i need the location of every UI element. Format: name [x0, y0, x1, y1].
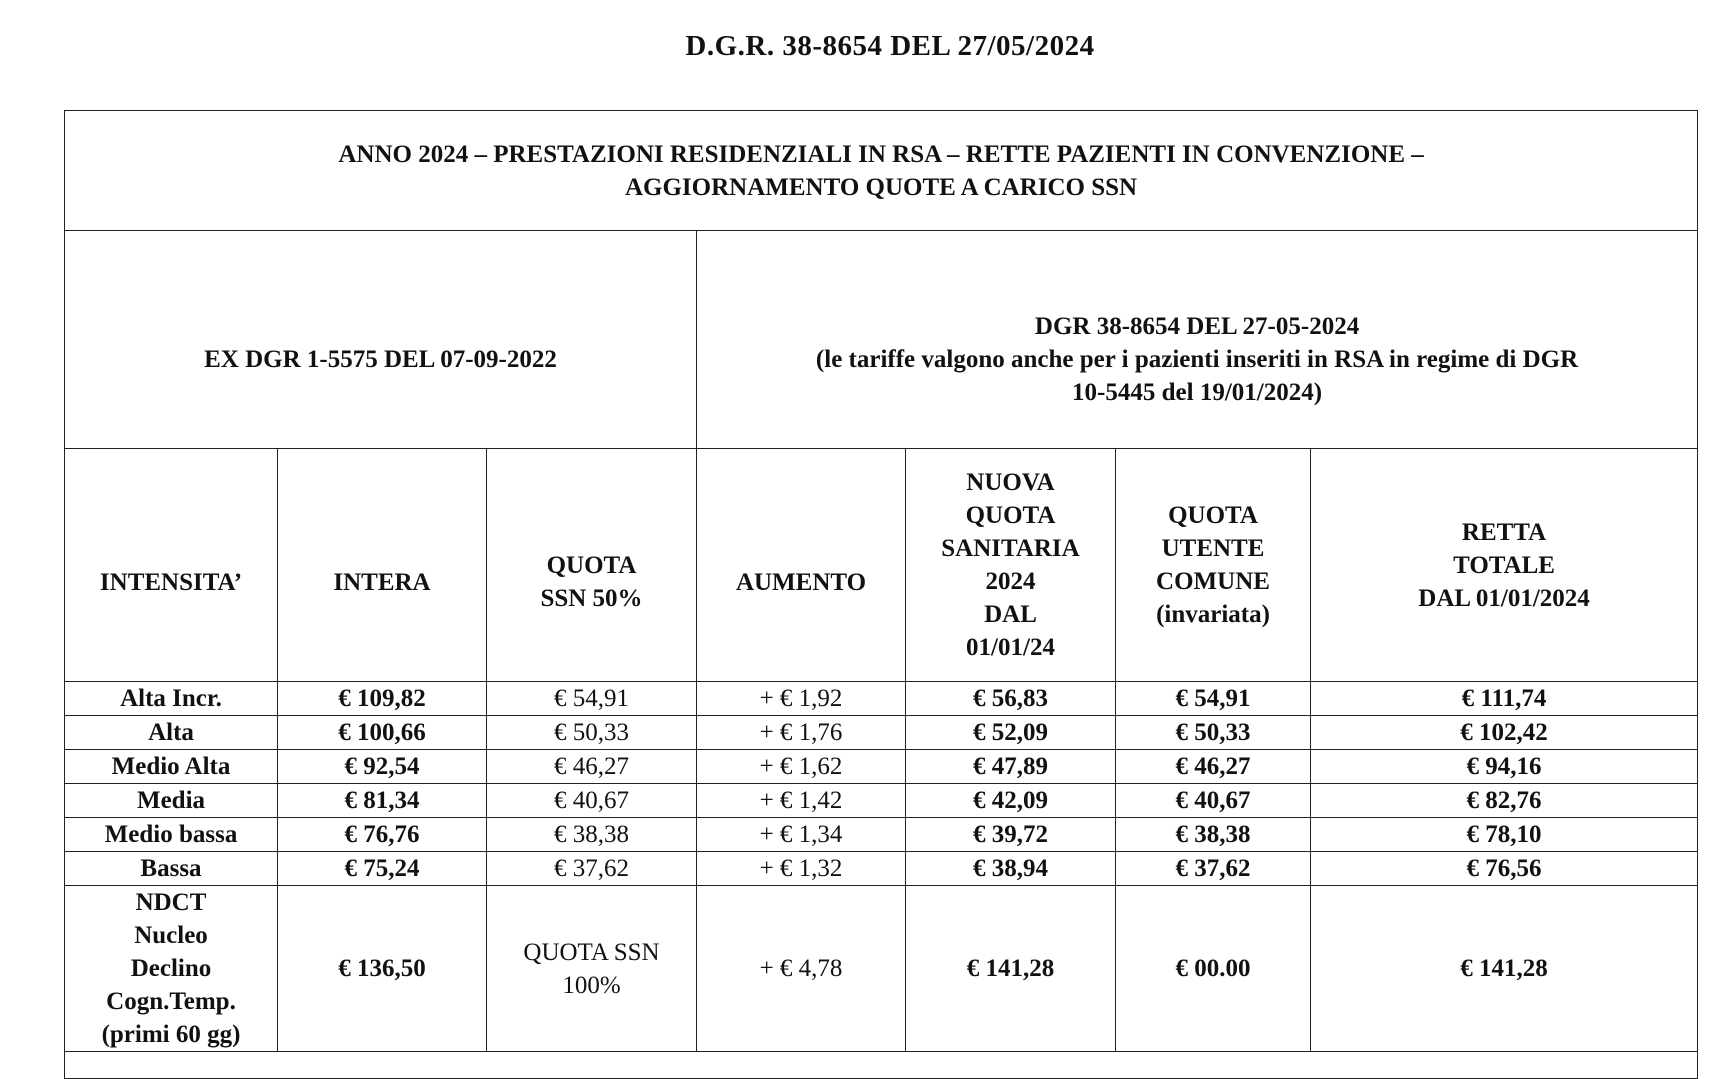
cell-intensita: Media: [65, 784, 278, 818]
cell-aumento: + € 1,34: [697, 818, 906, 852]
section-right-line-3: 10-5445 del 19/01/2024): [1072, 378, 1323, 406]
cell-quota-ssn: € 46,27: [487, 750, 697, 784]
cell-nuova: € 141,28: [906, 886, 1116, 1052]
document-title: D.G.R. 38-8654 DEL 27/05/2024: [685, 30, 1095, 62]
table-caption: [65, 111, 1698, 231]
header-quota-ssn-line-2: SSN 50%: [540, 585, 643, 612]
header-retta-line-3: DAL 01/01/2024: [1418, 584, 1590, 612]
header-nuova-line-2: QUOTA: [965, 502, 1056, 529]
cell-quota-ssn: € 50,33: [487, 716, 697, 750]
cell-intera: € 76,76: [278, 818, 487, 852]
header-intera: INTERA: [278, 449, 487, 682]
table-row: [65, 852, 1698, 886]
column-header-row: [65, 449, 1698, 682]
header-nuova-line-1: NUOVA: [966, 469, 1055, 496]
cell-utente: € 46,27: [1116, 750, 1311, 784]
header-utente-line-2: UTENTE: [1161, 535, 1265, 562]
cell-intensita-ndct: [65, 886, 278, 1052]
table-row-ndct: [65, 886, 1698, 1052]
header-intensita: INTENSITA’: [65, 449, 278, 682]
cell-quota-ssn: € 37,62: [487, 852, 697, 886]
quota-ssn-ndct-line-2: 100%: [562, 971, 621, 999]
cell-retta: € 141,28: [1311, 886, 1698, 1052]
cell-intensita: Alta: [65, 716, 278, 750]
header-nuova-line-4: 2024: [985, 568, 1036, 595]
cell-utente: € 54,91: [1116, 682, 1311, 716]
cell-retta: € 76,56: [1311, 852, 1698, 886]
header-nuova-quota: [906, 449, 1116, 682]
cell-aumento: + € 1,42: [697, 784, 906, 818]
header-quota-ssn: [487, 449, 697, 682]
table-row: [65, 784, 1698, 818]
ndct-line-4: Cogn.Temp.: [106, 988, 236, 1015]
cell-retta: € 82,76: [1311, 784, 1698, 818]
cell-utente: € 38,38: [1116, 818, 1311, 852]
cell-nuova: € 47,89: [906, 750, 1116, 784]
ndct-line-1: NDCT: [135, 889, 207, 916]
section-right-line-2: (le tariffe valgono anche per i pazienti inseriti in RSA in regime di DGR: [815, 345, 1579, 373]
cell-aumento: + € 1,32: [697, 852, 906, 886]
cell-quota-ssn: € 40,67: [487, 784, 697, 818]
cell-nuova: € 39,72: [906, 818, 1116, 852]
cell-utente: € 50,33: [1116, 716, 1311, 750]
header-utente-line-3: COMUNE: [1156, 568, 1270, 595]
cell-intera: € 81,34: [278, 784, 487, 818]
header-quota-utente: [1116, 449, 1311, 682]
cell-aumento: + € 1,92: [697, 682, 906, 716]
cell-quota-ssn: € 38,38: [487, 818, 697, 852]
cell-aumento: + € 1,76: [697, 716, 906, 750]
cell-retta: € 94,16: [1311, 750, 1698, 784]
cell-intera: € 75,24: [278, 852, 487, 886]
cell-intera: € 92,54: [278, 750, 487, 784]
section-right-line-1: DGR 38-8654 DEL 27-05-2024: [1034, 312, 1360, 340]
cell-intensita: Alta Incr.: [65, 682, 278, 716]
cell-retta: € 111,74: [1311, 682, 1698, 716]
header-quota-ssn-line-1: QUOTA: [546, 552, 637, 579]
cell-nuova: € 52,09: [906, 716, 1116, 750]
cell-retta: € 78,10: [1311, 818, 1698, 852]
cell-retta: € 102,42: [1311, 716, 1698, 750]
table-footer-cell: [65, 1052, 1698, 1079]
cell-utente: € 00.00: [1116, 886, 1311, 1052]
ndct-line-5: (primi 60 gg): [101, 1021, 241, 1048]
table-row: [65, 818, 1698, 852]
caption-line-1: ANNO 2024 – PRESTAZIONI RESIDENZIALI IN RSA – RETTE PAZIENTI IN CONVENZIONE –: [338, 140, 1424, 168]
quota-ssn-ndct-line-1: QUOTA SSN: [523, 938, 660, 966]
table-caption-row: [65, 111, 1698, 231]
header-nuova-line-5: DAL: [984, 601, 1037, 628]
caption-line-2: AGGIORNAMENTO QUOTE A CARICO SSN: [624, 173, 1138, 201]
cell-aumento: + € 4,78: [697, 886, 906, 1052]
cell-intera: € 109,82: [278, 682, 487, 716]
table-row: [65, 716, 1698, 750]
table-footer-row: [65, 1052, 1698, 1079]
ndct-line-2: Nucleo: [134, 922, 208, 949]
table-row: [65, 750, 1698, 784]
header-retta-line-1: RETTA: [1461, 518, 1547, 546]
header-nuova-line-3: SANITARIA: [941, 535, 1080, 562]
header-utente-line-4: (invariata): [1156, 601, 1270, 628]
header-retta-totale: [1311, 449, 1698, 682]
cell-utente: € 40,67: [1116, 784, 1311, 818]
cell-quota-ssn: [487, 886, 697, 1052]
cell-utente: € 37,62: [1116, 852, 1311, 886]
cell-quota-ssn: € 54,91: [487, 682, 697, 716]
header-utente-line-1: QUOTA: [1168, 502, 1258, 529]
cell-intera: € 136,50: [278, 886, 487, 1052]
header-retta-line-2: TOTALE: [1453, 551, 1555, 579]
cell-nuova: € 42,09: [906, 784, 1116, 818]
cell-nuova: € 56,83: [906, 682, 1116, 716]
header-nuova-line-6: 01/01/24: [966, 634, 1055, 661]
section-header-row: [65, 231, 1698, 449]
ndct-line-3: Declino: [130, 955, 212, 982]
cell-intensita: Bassa: [65, 852, 278, 886]
section-right-header: [697, 231, 1698, 449]
section-left-header: EX DGR 1-5575 DEL 07-09-2022: [65, 231, 697, 449]
cell-intera: € 100,66: [278, 716, 487, 750]
cell-intensita: Medio bassa: [65, 818, 278, 852]
cell-nuova: € 38,94: [906, 852, 1116, 886]
header-aumento: AUMENTO: [697, 449, 906, 682]
rates-table: [64, 110, 1698, 1079]
cell-intensita: Medio Alta: [65, 750, 278, 784]
table-row: [65, 682, 1698, 716]
cell-aumento: + € 1,62: [697, 750, 906, 784]
